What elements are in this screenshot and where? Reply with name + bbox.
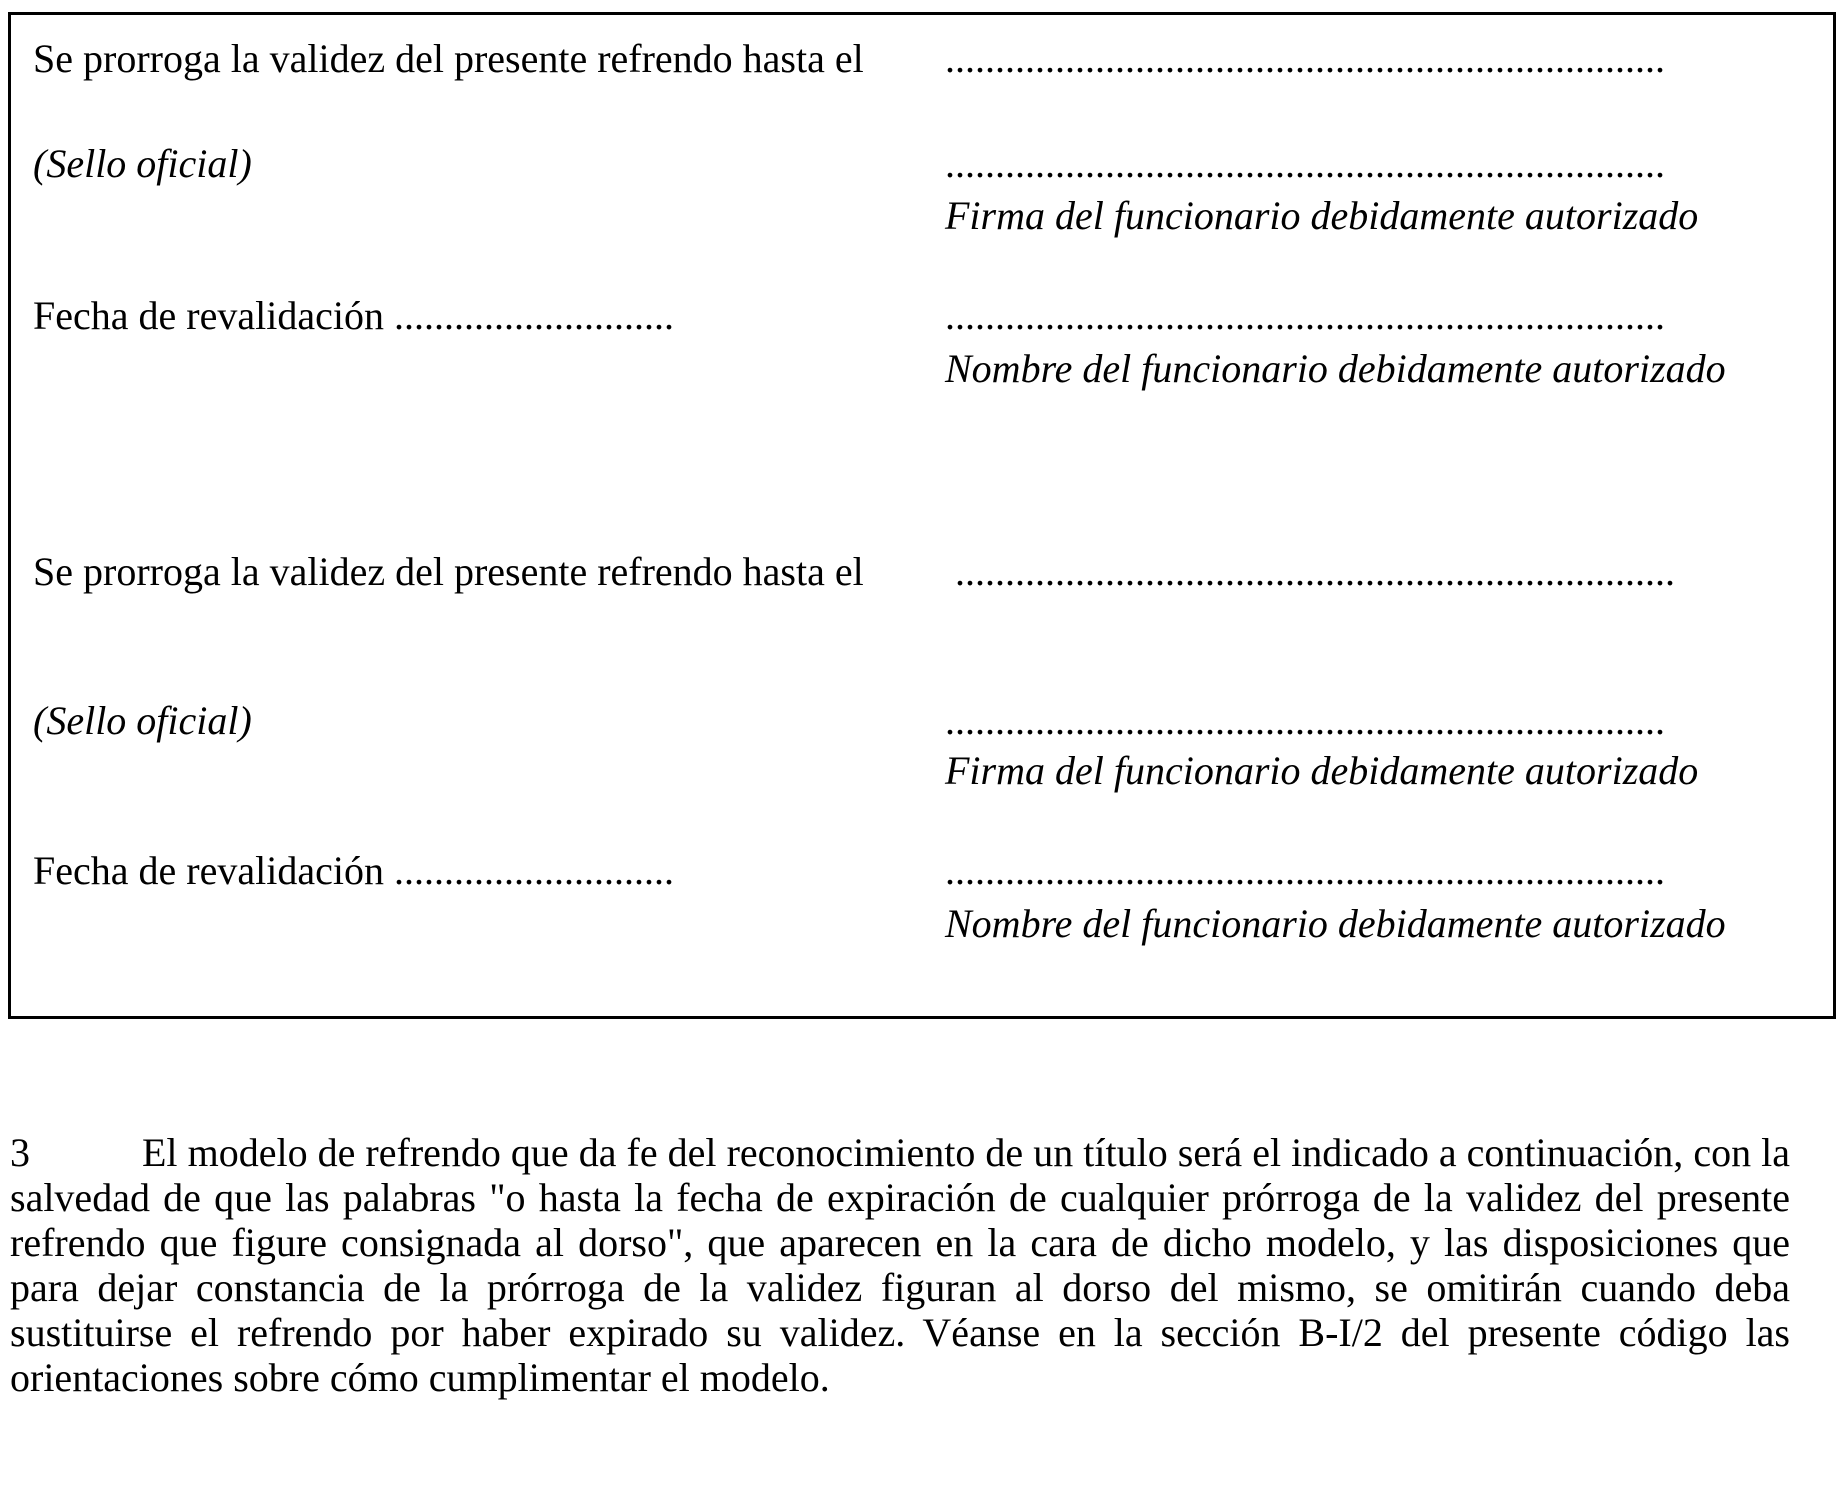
revalidation-label-1: Fecha de revalidación	[33, 293, 384, 338]
name-field-1: ........................................................................	[945, 293, 1665, 338]
extension-text-1: Se prorroga la validez del presente refrendo hasta el	[33, 36, 864, 81]
signature-caption-2: Firma del funcionario debidamente autorizado	[945, 748, 1699, 793]
revalidation-line-2	[33, 847, 674, 895]
seal-label-1: (Sello oficial)	[33, 141, 252, 186]
extension-line-1	[33, 35, 864, 83]
name-field-2: ........................................................................	[945, 848, 1665, 893]
revalidation-date-field-1: ............................	[393, 293, 674, 338]
paragraph-number: 3	[10, 1130, 30, 1175]
revalidation-date-field-2: ............................	[393, 848, 674, 893]
extension-date-field-2: ........................................................................	[955, 549, 1675, 594]
signature-field-2: ........................................................................	[945, 698, 1665, 743]
revalidation-label-2: Fecha de revalidación	[33, 848, 384, 893]
extension-text-2: Se prorroga la validez del presente refrendo hasta el	[33, 549, 864, 594]
seal-label-2: (Sello oficial)	[33, 698, 252, 743]
signature-caption-1: Firma del funcionario debidamente autorizado	[945, 193, 1699, 238]
name-caption-1: Nombre del funcionario debidamente autorizado	[945, 346, 1726, 391]
revalidation-line-1	[33, 292, 674, 340]
extension-date-field-1: ........................................................................	[945, 36, 1665, 81]
signature-field-1: ........................................................................	[945, 141, 1665, 186]
name-caption-2: Nombre del funcionario debidamente autorizado	[945, 901, 1726, 946]
paragraph-text: El modelo de refrendo que da fe del reconocimiento de un título será el indicado a continuación, con la salvedad de que las palabras "o hasta la fecha de expiración de cualquier prórroga de la validez del presente refrendo que figure consignada al dorso", que aparecen en la cara de dicho modelo, y las disposiciones que para dejar constancia de la prórroga de la validez figuran al dorso del mismo, se omitirán cuando deba sustituirse el refrendo por haber expirado su validez. Véanse en la sección B-I/2 del presente código las orientaciones sobre cómo cumplimentar el modelo.	[10, 1130, 1790, 1400]
paragraph-3	[10, 1130, 1790, 1400]
extension-line-2	[33, 548, 864, 596]
